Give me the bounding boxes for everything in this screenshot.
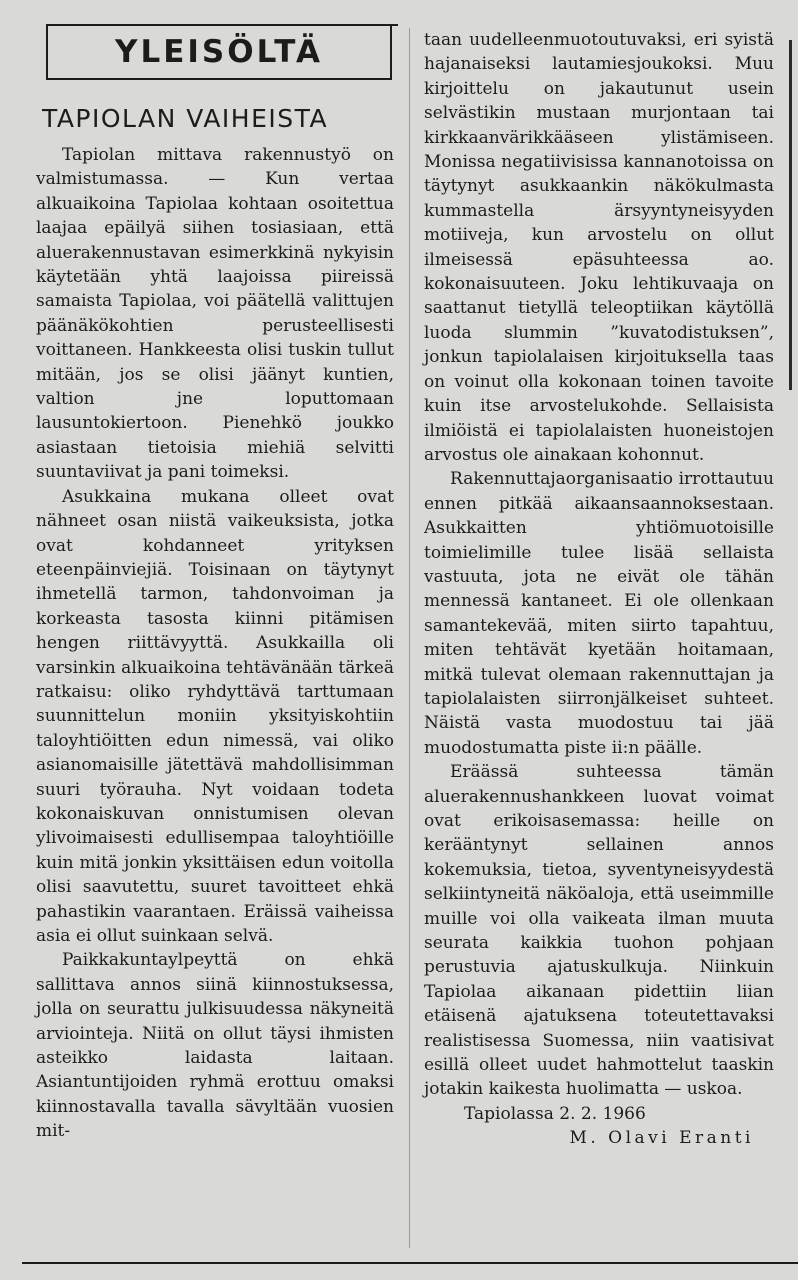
right-column [424,28,774,1151]
article-title: TAPIOLAN VAIHEISTA [42,104,329,133]
section-header-rule [392,24,398,84]
bottom-rule [22,1262,798,1264]
page-edge-line [789,40,792,390]
author-signature: M. Olavi Eranti [569,1128,754,1149]
paragraph: Tapiolan mittava rakennustyö on valmistumassa. — Kun vertaa alkuaikoina Tapiolaa kohtaan osoitettua laajaa epäilyä siihen tosiasiaan, että aluerakennustavan esimerkkinä nykyisin käytetään yhtä laajoissa piireissä samaista Tapiolaa, voi päätellä valittujen päänäkökohtien perusteellisesti voittaneen. Hankkeesta olisi tuskin tullut mitään, jos se olisi jäänyt kuntien, valtion jne loputtomaan lausuntokiertoon. Pienehkö joukko asiastaan tietoisia miehiä selvitti suuntaviivat ja pani toimeksi. [36,145,394,483]
section-label: YLEISÖLTÄ [115,34,323,70]
section-label-box [46,24,392,80]
place-date: Tapiolassa 2. 2. 1966 [464,1103,646,1124]
left-column [36,143,394,1144]
paragraph: Asukkaina mukana olleet ovat nähneet osan niistä vaikeuksista, jotka ovat kohdanneet yrityksen eteenpäinviejiä. Toisinaan on täytynyt ihmetellä tarmon, tahdonvoiman ja korkeasta tasosta kiinni pitämisen hengen riittävyyttä. Asukkailla oli varsinkin alkuaikoina tehtävänään tärkeä ratkaisu: oliko ryhdyttävä tarttumaan suunnittelun moniin yksityiskohtiin taloyhtiöitten edun nimessä, vai oliko asianomaisille jätettävä mahdollisimman suuri työrauha. Nyt voidaan todeta kokonaiskuvan onnistumisen olevan ylivoimaisesti edullisempaa taloyhtiöille kuin mitä jonkin yksittäisen edun voitolla olisi saavutettu, suuret tavoitteet ehkä pahastikin vaarantaen. Eräissä vaiheissa asia ei ollut suinkaan selvä. [36,486,394,946]
paragraph: Rakennuttajaorganisaatio irrottautuu ennen pitkää aikaansaannoksestaan. Asukkaitten yhtiömuotoisille toimielimille tulee lisää sellaista vastuuta, jota ne eivät ole tähän mennessä kantaneet. Ei ole ollenkaan samantekevää, miten siirto tapahtuu, miten tehtävät kyetään hoitamaan, mitkä tulevat olemaan rakennuttajan ja tapiolalaisten siirronjälkeiset suhteet. Näistä vasta muodostuu tai jää muodostumatta piste ii:n päälle. [424,469,774,758]
paragraph: Eräässä suhteessa tämän aluerakennushankkeen luovat voimat ovat erikoisasemassa: heille on kerääntynyt sellainen annos kokemuksia, tietoa, syventyneisyydestä selkiintyneitä näköaloja, että useimmille muille voi olla vaikeata ilman muuta seurata kaikkia tuohon pohjaan perustuvia ajatuskulkuja. Niinkuin Tapiolaa aikanaan pidettiin liian etäisenä ajatuksena toteutettavaksi realistisessa Suomessa, niin vaatisivat esillä olleet uudet hahmottelut taaskin jotakin kaikesta huolimatta — uskoa. [424,762,774,1100]
paragraph-continuation: taan uudelleenmuotoutuvaksi, eri syistä hajanaiseksi lautamiesjoukoksi. Muu kirjoittelu on jakautunut usein selvästikin mustaan murjontaan tai kirkkaanvärikkääseen ylistämiseen. Monissa negatiivisissa kannanotoissa on täytynyt asukkaankin näkökulmasta kummastella ärsyyntyneisyyden motiiveja, kun arvostelu on ollut ilmeisessä epäsuhteessa ao. kokonaisuuteen. Joku lehtikuvaaja on saattanut tietyllä teleoptiikan käytöllä luoda slummin ”kuvatodistuksen”, jonkun tapiolalaisen kirjoituksella taas on voinut olla kokonaan toinen tavoite kuin itse arvostelukohde. Sellaisista ilmiöistä ei tapiolalaisten huoneistojen arvostus ole ainakaan kohonnut. [424,30,774,465]
paragraph: Paikkakuntaylpeyttä on ehkä sallittava annos siinä kiinnostuksessa, jolla on seurattu julkisuudessa näkyneitä arviointeja. Niitä on ollut täysi ihmisten asteikko laidasta laitaan. Asiantuntijoiden ryhmä erottuu omaksi kiinnostavalla tavalla sävyltään vuosien mit- [36,950,394,1142]
column-divider [409,28,410,1248]
